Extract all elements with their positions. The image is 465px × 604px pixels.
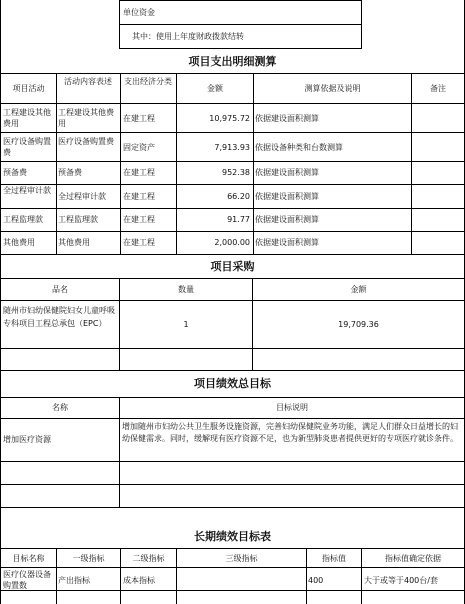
rule bbox=[0, 397, 465, 398]
col-header-value-basis: 指标值确定依据 bbox=[385, 554, 441, 563]
rule bbox=[119, 0, 120, 49]
rule bbox=[0, 184, 465, 185]
rule bbox=[0, 590, 465, 591]
budget-detail-title: 项目支出明细测算 bbox=[188, 55, 277, 68]
row-amount: 7,913.93 bbox=[214, 143, 250, 152]
col-header-activity: 项目活动 bbox=[12, 84, 45, 93]
col-header-amount: 金额 bbox=[350, 285, 367, 294]
rule bbox=[0, 418, 465, 419]
rule bbox=[0, 161, 465, 162]
row-basis: 依据建设面积测算 bbox=[255, 215, 319, 224]
long-term-title: 长期绩效目标表 bbox=[194, 530, 271, 543]
col-header-goal-desc: 目标说明 bbox=[276, 403, 308, 412]
row-class: 在建工程 bbox=[123, 168, 155, 177]
target-name: 医疗仪器设备购置数 bbox=[3, 570, 51, 590]
goal-description: 增加随州市妇幼公共卫生服务设施资源，完善妇幼保健院业务功能，满足人们群众日益增长的妇幼保健需求。同时，缓解现有医疗资源不足，也为新型肺炎患者提供更好的专项医疗就诊条件。 bbox=[122, 422, 458, 443]
row-activity: 医疗设备购置费 bbox=[3, 137, 51, 157]
row-basis: 依据建设面积测算 bbox=[255, 238, 319, 247]
rule bbox=[0, 370, 465, 371]
row-amount: 91.77 bbox=[227, 215, 250, 224]
row-content: 工程监理款 bbox=[58, 215, 98, 224]
rule bbox=[411, 73, 412, 255]
rule bbox=[0, 548, 465, 549]
rule bbox=[0, 103, 465, 104]
row-basis: 依据建设面积测算 bbox=[255, 168, 319, 177]
col-header-amount: 金额 bbox=[207, 84, 223, 93]
row-content: 预备费 bbox=[58, 168, 82, 177]
row-class: 在建工程 bbox=[123, 215, 155, 224]
procurement-title: 项目采购 bbox=[210, 260, 255, 273]
row-class: 在建工程 bbox=[123, 238, 155, 247]
col-header-value: 指标值 bbox=[322, 554, 346, 563]
rule bbox=[0, 461, 465, 462]
row-basis: 依据设备种类和台数测算 bbox=[255, 143, 343, 152]
target-value: 400 bbox=[308, 576, 324, 585]
row-basis: 依据建设面积测算 bbox=[255, 192, 319, 201]
col-header-level1: 一级指标 bbox=[72, 554, 105, 563]
col-header-level2: 二级指标 bbox=[132, 554, 165, 563]
row-content: 工程建设其他费用 bbox=[58, 108, 114, 128]
col-header-qty: 数量 bbox=[178, 285, 194, 294]
rule bbox=[119, 48, 362, 49]
target-level2: 成本指标 bbox=[123, 576, 155, 585]
col-header-note: 备注 bbox=[430, 84, 446, 93]
rule bbox=[0, 208, 465, 209]
row-amount: 952.38 bbox=[222, 168, 250, 177]
procurement-item-amount: 19,709.36 bbox=[338, 320, 379, 329]
col-header-target-name: 目标名称 bbox=[12, 554, 45, 563]
rule bbox=[361, 0, 362, 49]
procurement-item-name: 随州市妇幼保健院妇女儿童呼吸专科项目工程总承包（EPC） bbox=[3, 306, 115, 328]
rule bbox=[0, 278, 465, 279]
col-header-content: 活动内容表述 bbox=[64, 77, 112, 86]
row-activity: 工程监理款 bbox=[3, 215, 43, 224]
row-class: 在建工程 bbox=[123, 192, 155, 201]
rule bbox=[0, 507, 465, 508]
row-activity: 全过程审计款 bbox=[3, 186, 51, 195]
rule bbox=[0, 254, 465, 255]
rule bbox=[176, 73, 177, 255]
rule bbox=[0, 231, 465, 232]
target-value-basis: 大于或等于400台/套 bbox=[364, 576, 438, 585]
rule bbox=[0, 567, 465, 568]
row-activity: 预备费 bbox=[3, 168, 27, 177]
row-amount: 2,000.00 bbox=[214, 238, 250, 247]
carryover-label: 其中：使用上年度财政拨款结转 bbox=[132, 32, 244, 41]
row-content: 全过程审计款 bbox=[58, 192, 106, 201]
row-amount: 66.20 bbox=[227, 192, 250, 201]
row-content: 医疗设备购置费 bbox=[58, 137, 114, 146]
rule bbox=[119, 397, 120, 508]
row-content: 其他费用 bbox=[58, 238, 90, 247]
col-header-basis: 测算依据及说明 bbox=[304, 84, 361, 93]
row-activity: 其他费用 bbox=[3, 238, 35, 247]
col-header-class: 支出经济分类 bbox=[124, 77, 172, 86]
rule bbox=[119, 24, 362, 25]
performance-goal-title: 项目绩效总目标 bbox=[194, 377, 271, 390]
rule bbox=[119, 0, 362, 1]
unit-funds-label: 单位资金 bbox=[123, 8, 155, 17]
rule bbox=[0, 73, 465, 74]
rule bbox=[0, 300, 465, 301]
row-basis: 依据建设面积测算 bbox=[255, 114, 319, 123]
row-class: 在建工程 bbox=[123, 114, 155, 123]
row-class: 固定资产 bbox=[123, 143, 155, 152]
rule bbox=[0, 132, 465, 133]
rule bbox=[120, 73, 121, 255]
col-header-name: 品名 bbox=[52, 285, 68, 294]
procurement-item-qty: 1 bbox=[183, 320, 189, 329]
rule bbox=[0, 348, 465, 349]
col-header-level3: 三级指标 bbox=[225, 554, 258, 563]
goal-name: 增加医疗资源 bbox=[3, 435, 51, 444]
row-amount: 10,975.72 bbox=[209, 114, 250, 123]
col-header-goal-name: 名称 bbox=[52, 403, 68, 412]
target-level1: 产出指标 bbox=[58, 576, 90, 585]
row-activity: 工程建设其他费用 bbox=[3, 108, 51, 128]
rule bbox=[0, 484, 465, 485]
rule bbox=[253, 73, 254, 255]
rule bbox=[56, 73, 57, 255]
